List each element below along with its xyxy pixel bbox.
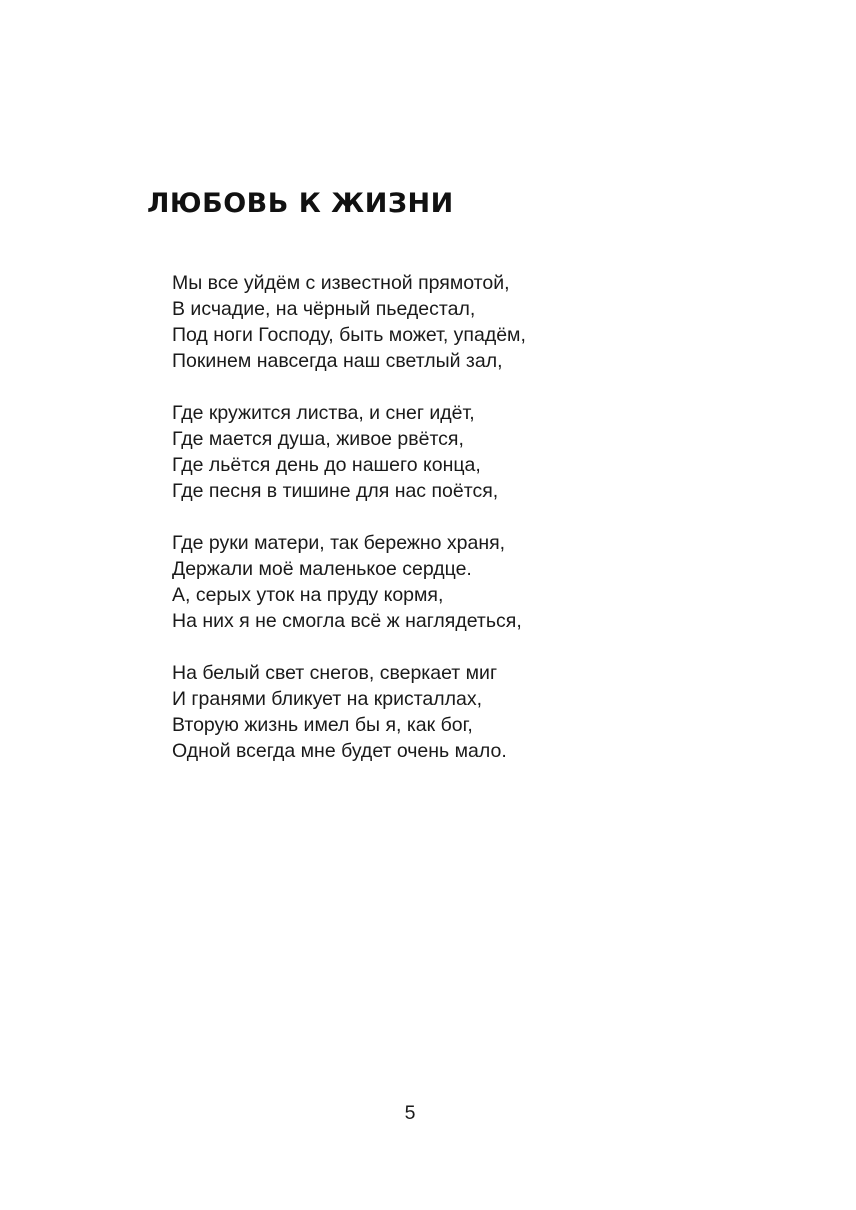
poem-line: Держали моё маленькое сердце. [172, 558, 472, 580]
poem-line: И гранями бликует на кристаллах, [172, 688, 483, 710]
poem-line: Мы все уйдём с известной прямотой, [172, 272, 510, 294]
poem-line: Где руки матери, так бережно храня, [172, 532, 506, 554]
poem-line: Где кружится листва, и снег идёт, [172, 402, 475, 424]
poem-line: На белый свет снегов, сверкает миг [172, 662, 498, 684]
poem-body [172, 270, 526, 790]
poem-line: А, серых уток на пруду кормя, [172, 584, 444, 606]
poem-line: Где льётся день до нашего конца, [172, 454, 481, 476]
poem-line: Где мается душа, живое рвётся, [172, 428, 464, 450]
poem-line: Вторую жизнь имел бы я, как бог, [172, 714, 473, 736]
poem-title: ЛЮБОВЬ К ЖИЗНИ [147, 188, 454, 219]
stanza-2 [172, 400, 526, 504]
stanza-4 [172, 660, 526, 764]
poem-line: Под ноги Господу, быть может, упадём, [172, 324, 526, 346]
stanza-3 [172, 530, 526, 634]
poem-line: Покинем навсегда наш светлый зал, [172, 350, 503, 372]
page-number: 5 [404, 1102, 416, 1124]
poem-line: Где песня в тишине для нас поётся, [172, 480, 499, 502]
poem-line: В исчадие, на чёрный пьедестал, [172, 298, 476, 320]
poem-line: Одной всегда мне будет очень мало. [172, 740, 507, 762]
poem-line: На них я не смогла всё ж наглядеться, [172, 610, 522, 632]
stanza-1 [172, 270, 526, 374]
